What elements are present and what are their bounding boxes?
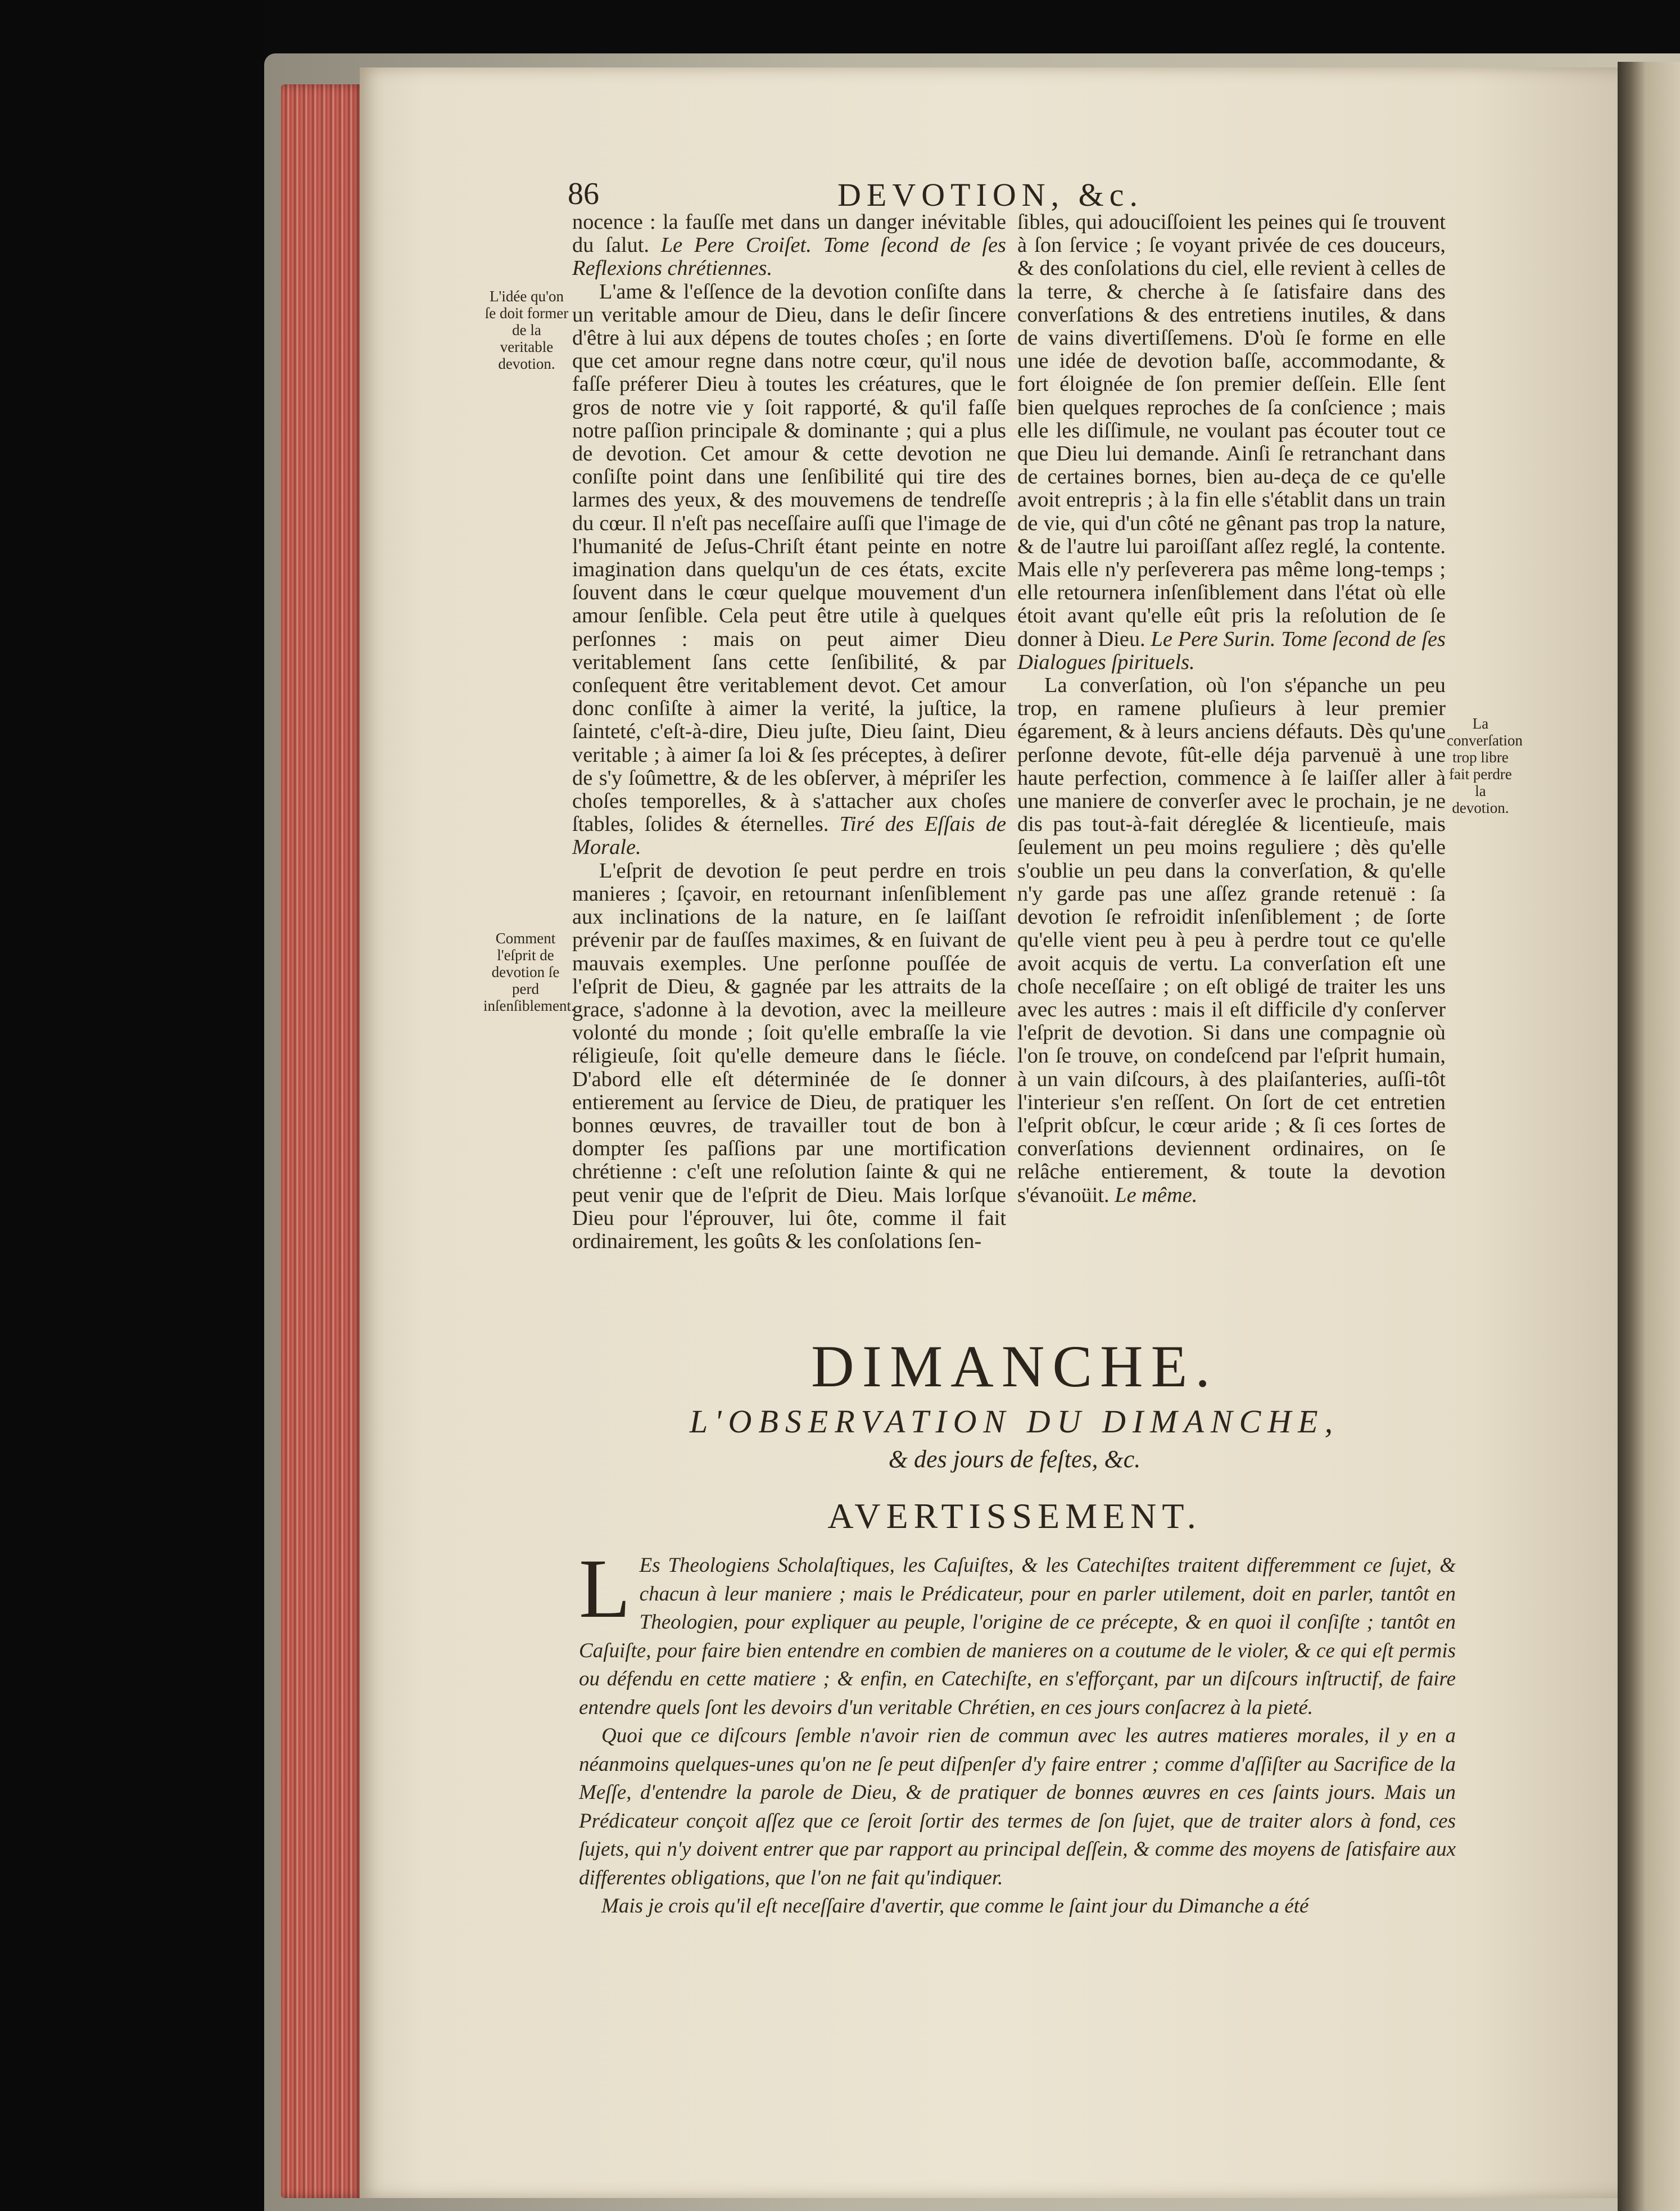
section-heading: AVERTISSEMENT.	[827, 1496, 1202, 1536]
margin-note: La converſation trop libre fait perdre la devotion.	[1447, 715, 1523, 816]
drop-cap: L	[579, 1542, 631, 1635]
running-title: DEVOTION, &c.	[837, 177, 1143, 213]
section-subtitle-line2: & des jours de feſtes, &c.	[888, 1445, 1141, 1473]
paragraph-text: L'ame & l'eſſence de la devotion conſiſte dans un veritable amour de Dieu, dans le deſir ſincere d'être à lui aux dépens de toutes choſes ; en ſorte que cet amour regne dans notre cœur, qu'il nous faſſe préferer Dieu à toutes les créatures, que le gros de notre vie y ſoit rapporté, & qu'il faſſe notre paſſion principale & dominante ; qui a plus de devotion. Cet amour & cette devotion ne conſiſte point dans une ſenſibilité qui tire des larmes des yeux, & des mouvemens de tendreſſe du cœur. Il n'eſt pas neceſſaire auſſi que l'image de l'humanité de Jeſus-Chriſt étant peinte en notre imagination dans quelqu'un de ces états, excite ſouvent dans le cœur quelque mouvement d'un amour ſenſible. Cela peut être utile à quelques perſonnes : mais on peut aimer Dieu veritablement ſans cette ſenſibilité, & par conſequent être veritablement devot. Cet amour donc conſiſte à aimer la verité, la juſtice, la ſainteté, c'eſt-à-dire, Dieu juſte, Dieu ſaint, Dieu veritable ; à aimer ſa loi & ſes préceptes, à deſirer de s'y ſoûmettre, & de les obſerver, à mépriſer les choſes temporelles, & à s'attacher aux choſes ſtables, ſolides & éternelles.	[572, 279, 1006, 837]
paragraph-text: Es Theologiens Scholaſtiques, les Caſuiſtes, & les Catechiſtes traitent differemment ce ſujet, & chacun à leur maniere ; mais le Prédicateur, pour en parler utilement, doit en parler, tantôt en Theologien, pour expliquer au peuple, l'origine de ce précepte, & en quoi il conſiſte ; tantôt en Caſuiſte, pour faire bien entendre en combien de manieres on a coutume de le violer, & ce qui eſt permis ou défendu en cette matiere ; & enfin, en Catechiſte, en s'efforçant, par un diſcours inſtructif, de faire entendre quels ſont les devoirs d'un veritable Chrétien, en ces jours conſacrez à la pieté.	[579, 1554, 1456, 1719]
left-column	[572, 211, 1006, 1335]
paragraph-text: nocence : la fauſſe met dans un danger inévitable du ſalut.	[572, 210, 1006, 257]
page-number: 86	[568, 177, 599, 211]
section-title: DIMANCHE.	[811, 1333, 1218, 1399]
paragraph-text: La converſation, où l'on s'épanche un peu trop, en ramene pluſieurs à leur premier égarement, & à leurs anciens défauts. Dès qu'une perſonne devote, fût-elle déja parvenuë à une haute perfection, commence à ſe laiſſer aller à une maniere de converſer avec le prochain, je ne dis pas tout-à-fait déreglée & licentieuſe, mais ſeulement un peu moins reguliere ; dès qu'elle s'oublie un peu dans la converſation, & qu'elle n'y garde pas une aſſez grande retenuë : ſa devotion ſe refroidit inſenſiblement ; de ſorte qu'elle vient peu à peu à perdre tout ce qu'elle avoit acquis de vertu. La converſation eſt une choſe neceſſaire ; on eſt obligé de traiter les uns avec les autres : mais il eſt difficile d'y conſerver l'eſprit de devotion. Si dans une compagnie où l'on ſe trouve, on condeſcend par l'eſprit humain, à un vain diſcours, à des plaiſanteries, auſſi-tôt l'interieur s'en reſſent. On ſort de cet entretien l'eſprit obſcur, le cœur aride ; & ſi ces ſortes de converſations deviennent ordinaires, on ſe relâche entierement, & toute la devotion s'évanoüit.	[1017, 673, 1446, 1207]
intro-text	[579, 1542, 1456, 1979]
section-subtitle: L'OBSERVATION DU DIMANCHE,	[689, 1403, 1340, 1440]
facing-page-gutter	[1618, 62, 1680, 2211]
margin-note: Comment l'eſprit de devotion ſe perd inſenſiblement.	[483, 930, 575, 1014]
running-head	[568, 176, 1461, 215]
dark-background	[0, 0, 264, 2211]
margin-note: L'idée qu'on ſe doit former de la veritable devotion.	[484, 288, 569, 372]
paragraph	[572, 211, 1006, 281]
paragraph	[1017, 211, 1446, 674]
paragraph: Mais je crois qu'il eſt neceſſaire d'avertir, que comme le ſaint jour du Dimanche a été	[601, 1895, 1309, 1918]
paragraph: Quoi que ce diſcours ſemble n'avoir rien de commun avec les autres matieres morales, il y en a néanmoins quelques-unes qu'on ne ſe peut diſpenſer d'y faire entrer ; comme d'aſſiſter au Sacrifice de la Meſſe, d'entendre la parole de Dieu, & de pratiquer de bonnes œuvres en ces ſaints jours. Mais un Prédicateur conçoit aſſez que ce ſeroit ſortir des termes de ſon ſujet, que de traiter alors à fond, ces ſujets, qui n'y doivent entrer que par rapport au principal deſſein, & comme des moyens de ſatisfaire aux differentes obligations, que l'on ne fait qu'indiquer.	[579, 1724, 1456, 1889]
paragraph	[1017, 674, 1446, 1207]
citation: Le Pere Surin. Tome ſecond de ſes Dialogues ſpirituels.	[1017, 627, 1446, 674]
paragraph	[572, 281, 1006, 860]
right-column	[1017, 211, 1446, 1335]
red-page-edges	[281, 84, 365, 2198]
paragraph-text: ſibles, qui adouciſſoient les peines qui ſe trouvent à ſon ſervice ; ſe voyant privée de ces douceurs, & des conſolations du ciel, elle revient à celles de la terre, & cherche à ſe ſatisfaire dans des converſations & des entretiens inutiles, & dans de vains divertiſſemens. D'où ſe forme en elle une idée de devotion baſſe, accommodante, & fort éloignée de ſon premier deſſein. Elle ſent bien quelques reproches de ſa conſcience ; mais elle les diſſimule, ne voulant pas écouter tout ce que Dieu lui demande. Ainſi ſe retranchant dans de certaines bornes, bien au-deça de ce qu'elle avoit entrepris ; à la fin elle s'établit dans un train de vie, qui d'un côté ne gênant pas trop la nature, & de l'autre lui paroiſſant aſſez reglé, la contente. Mais elle n'y perſeverera pas même long-temps ; elle retournera inſenſiblement dans l'état où elle étoit avant qu'elle eût pris la reſolution de ſe donner à Dieu.	[1017, 210, 1446, 651]
citation: Le même.	[1115, 1183, 1198, 1207]
citation: Le Pere Croiſet. Tome ſecond de ſes Reflexions chrétiennes.	[572, 233, 1006, 281]
paragraph-text: L'eſprit de devotion ſe peut perdre en trois manieres ; ſçavoir, en retournant inſenſiblement aux inclinations de la nature, en ſe laiſſant prévenir par de fauſſes maximes, & en ſuivant de mauvais exemples. Une perſonne pouſſée de l'eſprit de Dieu, & gagnée par les attraits de la grace, s'adonne à la devotion, avec la meilleure volonté du monde ; ſoit qu'elle embraſſe la vie réligieuſe, ſoit qu'elle demeure dans le ſiécle. D'abord elle eſt déterminée de ſe donner entierement au ſervice de Dieu, de pratiquer les bonnes œuvres, de travailler tout de bon à dompter ſes paſſions par une mortification chrétienne : c'eſt une reſolution ſainte & qui ne peut venir que de l'eſprit de Dieu. Mais lorſque Dieu pour l'éprouver, lui ôte, comme il fait ordinairement, les goûts & les conſolations ſen-	[572, 858, 1006, 1253]
paragraph	[579, 1542, 1456, 1722]
paragraph	[572, 860, 1006, 1253]
citation: Tiré des Eſſais de Morale.	[572, 812, 1006, 860]
